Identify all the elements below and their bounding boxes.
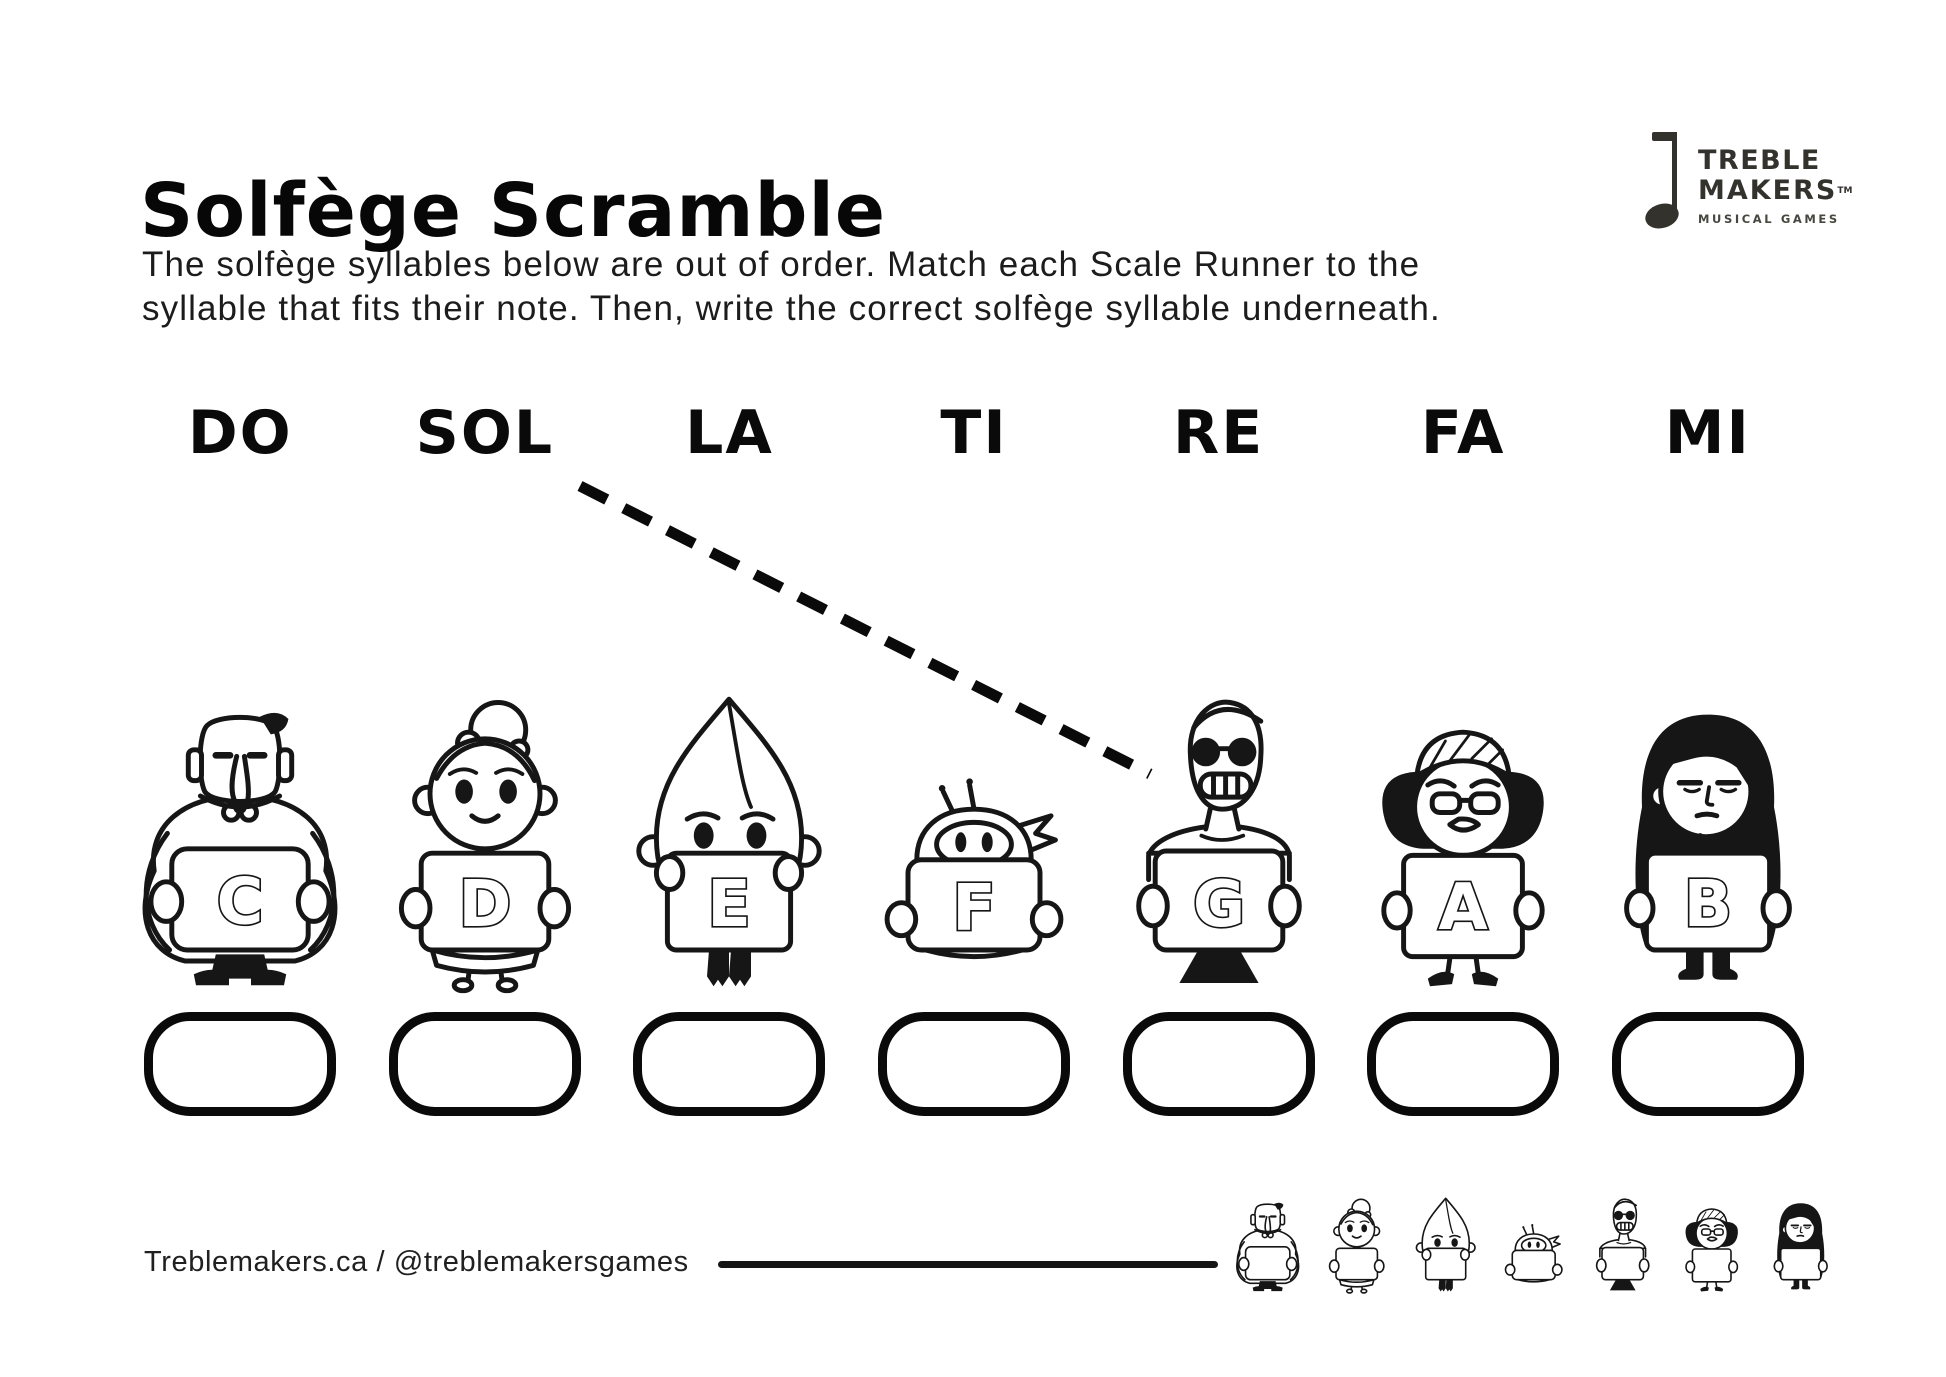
syllable-la: LA bbox=[685, 398, 774, 468]
instructions-line-1: The solfège syllables below are out of order. Match each Scale Runner to the bbox=[142, 245, 1421, 284]
scale-runner-a bbox=[1341, 682, 1586, 994]
answer-box-1[interactable] bbox=[144, 1012, 336, 1116]
note-letter: F bbox=[952, 872, 996, 947]
note-letter: B bbox=[1683, 867, 1733, 942]
syllable-re: RE bbox=[1173, 398, 1265, 468]
character-e-illustration bbox=[619, 686, 839, 994]
mini-characters-strip bbox=[1232, 1190, 1836, 1294]
mini-character-b-icon bbox=[1765, 1194, 1836, 1294]
answer-box-7[interactable] bbox=[1612, 1012, 1804, 1116]
scale-runner-g bbox=[1096, 682, 1341, 994]
scale-runner-row bbox=[118, 682, 1830, 994]
syllable-row bbox=[118, 398, 1830, 468]
character-f-illustration bbox=[864, 686, 1084, 994]
instructions-text bbox=[142, 243, 1441, 331]
scale-runner-b bbox=[1585, 682, 1830, 994]
answer-box-3[interactable] bbox=[633, 1012, 825, 1116]
scale-runner-e bbox=[607, 682, 852, 994]
mini-character-a-icon bbox=[1676, 1194, 1747, 1294]
trademark-symbol: TM bbox=[1837, 186, 1853, 196]
syllable-do: DO bbox=[187, 398, 293, 468]
answer-box-2[interactable] bbox=[389, 1012, 581, 1116]
scale-runner-c bbox=[118, 682, 363, 994]
character-c-illustration bbox=[130, 686, 350, 994]
note-letter: D bbox=[458, 867, 512, 942]
footer-credit: Treblemakers.ca / @treblemakersgames bbox=[144, 1246, 689, 1278]
syllable-sol: SOL bbox=[415, 398, 555, 468]
character-g-illustration bbox=[1109, 686, 1329, 994]
footer-divider-line bbox=[718, 1261, 1218, 1268]
answer-box-5[interactable] bbox=[1123, 1012, 1315, 1116]
logo-tagline: MUSICAL GAMES bbox=[1698, 212, 1840, 226]
scale-runner-f bbox=[852, 682, 1097, 994]
logo-line-makers: MAKERS™ bbox=[1698, 175, 1853, 206]
brand-logo bbox=[1642, 130, 1852, 234]
mini-character-c-icon bbox=[1232, 1194, 1303, 1294]
syllable-mi: MI bbox=[1664, 398, 1751, 468]
mini-character-e-icon bbox=[1410, 1194, 1481, 1294]
answer-box-4[interactable] bbox=[878, 1012, 1070, 1116]
character-b-illustration bbox=[1598, 686, 1818, 994]
answer-box-6[interactable] bbox=[1367, 1012, 1559, 1116]
note-letter: C bbox=[216, 865, 264, 940]
scale-runner-d bbox=[363, 682, 608, 994]
logo-line-treble: TREBLE bbox=[1698, 145, 1821, 176]
page-title: Solfège Scramble bbox=[140, 167, 887, 254]
character-a-illustration bbox=[1353, 686, 1573, 994]
instructions-line-2: syllable that fits their note. Then, write the correct solfège syllable underneath. bbox=[142, 289, 1441, 328]
note-letter: A bbox=[1438, 871, 1488, 946]
quarter-note-icon bbox=[1642, 130, 1692, 234]
mini-character-d-icon bbox=[1321, 1194, 1392, 1294]
note-letter: G bbox=[1192, 867, 1245, 942]
mini-character-g-icon bbox=[1587, 1194, 1658, 1294]
syllable-ti: TI bbox=[940, 398, 1008, 468]
answer-box-row bbox=[118, 1012, 1830, 1116]
character-d-illustration bbox=[375, 686, 595, 994]
syllable-fa: FA bbox=[1420, 398, 1506, 468]
note-letter: E bbox=[707, 867, 752, 942]
mini-character-f-icon bbox=[1498, 1194, 1569, 1294]
